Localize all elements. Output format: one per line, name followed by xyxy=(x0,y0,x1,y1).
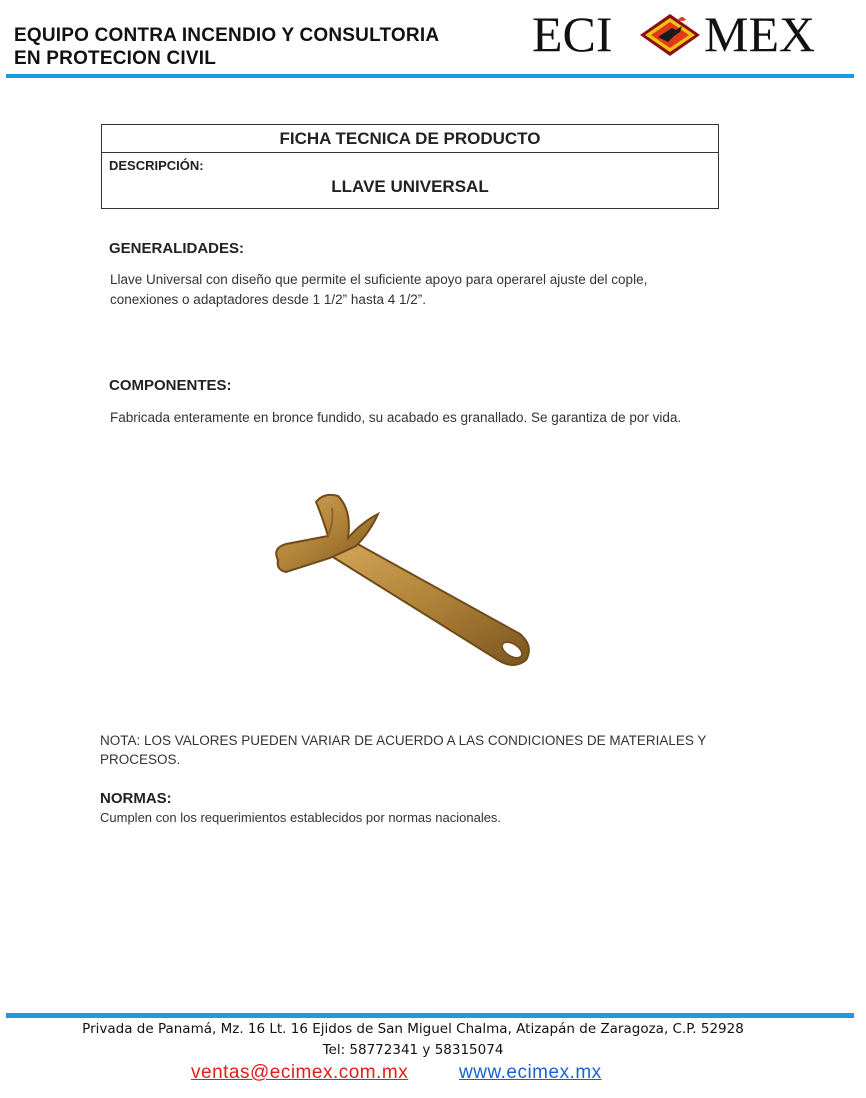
fiche-title: FICHA TECNICA DE PRODUCTO xyxy=(102,125,718,153)
ecimex-logo xyxy=(532,6,832,62)
normas-text: Cumplen con los requerimientos establecidos por normas nacionales. xyxy=(100,810,502,825)
website-link[interactable]: www.ecimex.mx xyxy=(459,1062,602,1083)
company-name xyxy=(14,24,439,70)
company-name-line1: EQUIPO CONTRA INCENDIO Y CONSULTORIA xyxy=(14,25,440,46)
nota-line1: NOTA: LOS VALORES PUEDEN VARIAR DE ACUERDO A LAS CONDICIONES DE MATERIALES Y xyxy=(100,733,707,748)
footer-divider xyxy=(6,1013,854,1018)
footer-tel: Tel: 58772341 y 58315074 xyxy=(322,1042,504,1058)
logo-text-left: ECI xyxy=(532,6,613,62)
description-label: DESCRIPCIÓN: xyxy=(109,158,204,173)
company-name-line2: EN PROTECION CIVIL xyxy=(14,48,217,69)
generalidades-heading: GENERALIDADES: xyxy=(109,240,245,257)
generalidades-line2: conexiones o adaptadores desde 1 1/2” hasta 4 1/2”. xyxy=(110,292,426,307)
bronze-wrench-image xyxy=(268,488,538,674)
logo-text-right: MEX xyxy=(704,6,816,62)
fiche-box xyxy=(101,124,719,209)
nota-line2: PROCESOS. xyxy=(100,752,181,767)
product-name: LLAVE UNIVERSAL xyxy=(331,177,489,196)
componentes-text: Fabricada enteramente en bronce fundido, su acabado es granallado. Se garantiza de por vida. xyxy=(110,410,682,425)
normas-heading: NORMAS: xyxy=(100,790,172,807)
generalidades-line1: Llave Universal con diseño que permite el suficiente apoyo para operarel ajuste del cople, xyxy=(110,272,648,287)
header-divider xyxy=(6,74,854,78)
email-link[interactable]: ventas@ecimex.com.mx xyxy=(191,1062,409,1083)
footer-address: Privada de Panamá, Mz. 16 Lt. 16 Ejidos de San Miguel Chalma, Atizapán de Zaragoza, C.P. 52928 xyxy=(82,1021,744,1037)
flame-diamond-logo-icon xyxy=(638,12,702,58)
componentes-heading: COMPONENTES: xyxy=(109,377,232,394)
